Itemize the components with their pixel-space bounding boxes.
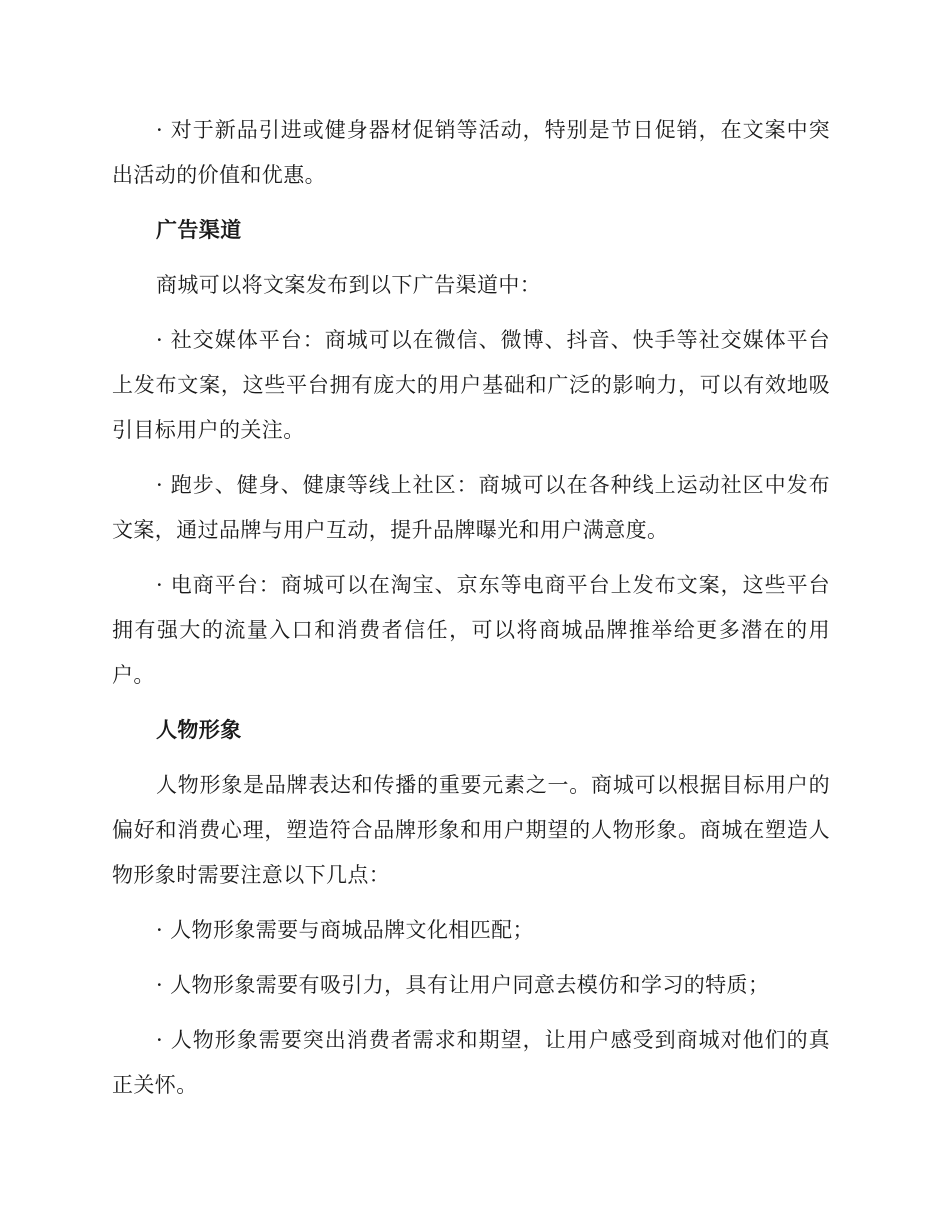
promo-bullet: · 对于新品引进或健身器材促销等活动，特别是节日促销，在文案中突出活动的价值和优惠。 — [112, 118, 830, 187]
social-media-bullet: · 社交媒体平台：商城可以在微信、微博、抖音、快手等社交媒体平台上发布文案，这些平台拥有庞大的用户基础和广泛的影响力，可以有效地吸引目标用户的关注。 — [112, 328, 830, 442]
persona-point-3: · 人物形象需要突出消费者需求和期望，让用户感受到商城对他们的真正关怀。 — [112, 1028, 830, 1097]
online-community-bullet: · 跑步、健身、健康等线上社区：商城可以在各种线上运动社区中发布文案，通过品牌与用户互动，提升品牌曝光和用户满意度。 — [112, 473, 830, 542]
persona-point-2: · 人物形象需要有吸引力，具有让用户同意去模仿和学习的特质； — [156, 973, 770, 997]
ad-channels-intro: 商城可以将文案发布到以下广告渠道中： — [156, 273, 542, 297]
section-heading-persona: 人物形象 — [156, 718, 242, 742]
persona-intro: 人物形象是品牌表达和传播的重要元素之一。商城可以根据目标用户的偏好和消费心理，塑造符合品牌形象和用户期望的人物形象。商城在塑造人物形象时需要注意以下几点： — [112, 773, 830, 887]
ecommerce-bullet: · 电商平台：商城可以在淘宝、京东等电商平台上发布文案，这些平台拥有强大的流量入口和消费者信任，可以将商城品牌推举给更多潜在的用户。 — [112, 573, 830, 687]
persona-point-1: · 人物形象需要与商城品牌文化相匹配； — [156, 918, 534, 942]
document-page — [112, 108, 830, 1108]
section-heading-ad-channels: 广告渠道 — [156, 218, 242, 242]
